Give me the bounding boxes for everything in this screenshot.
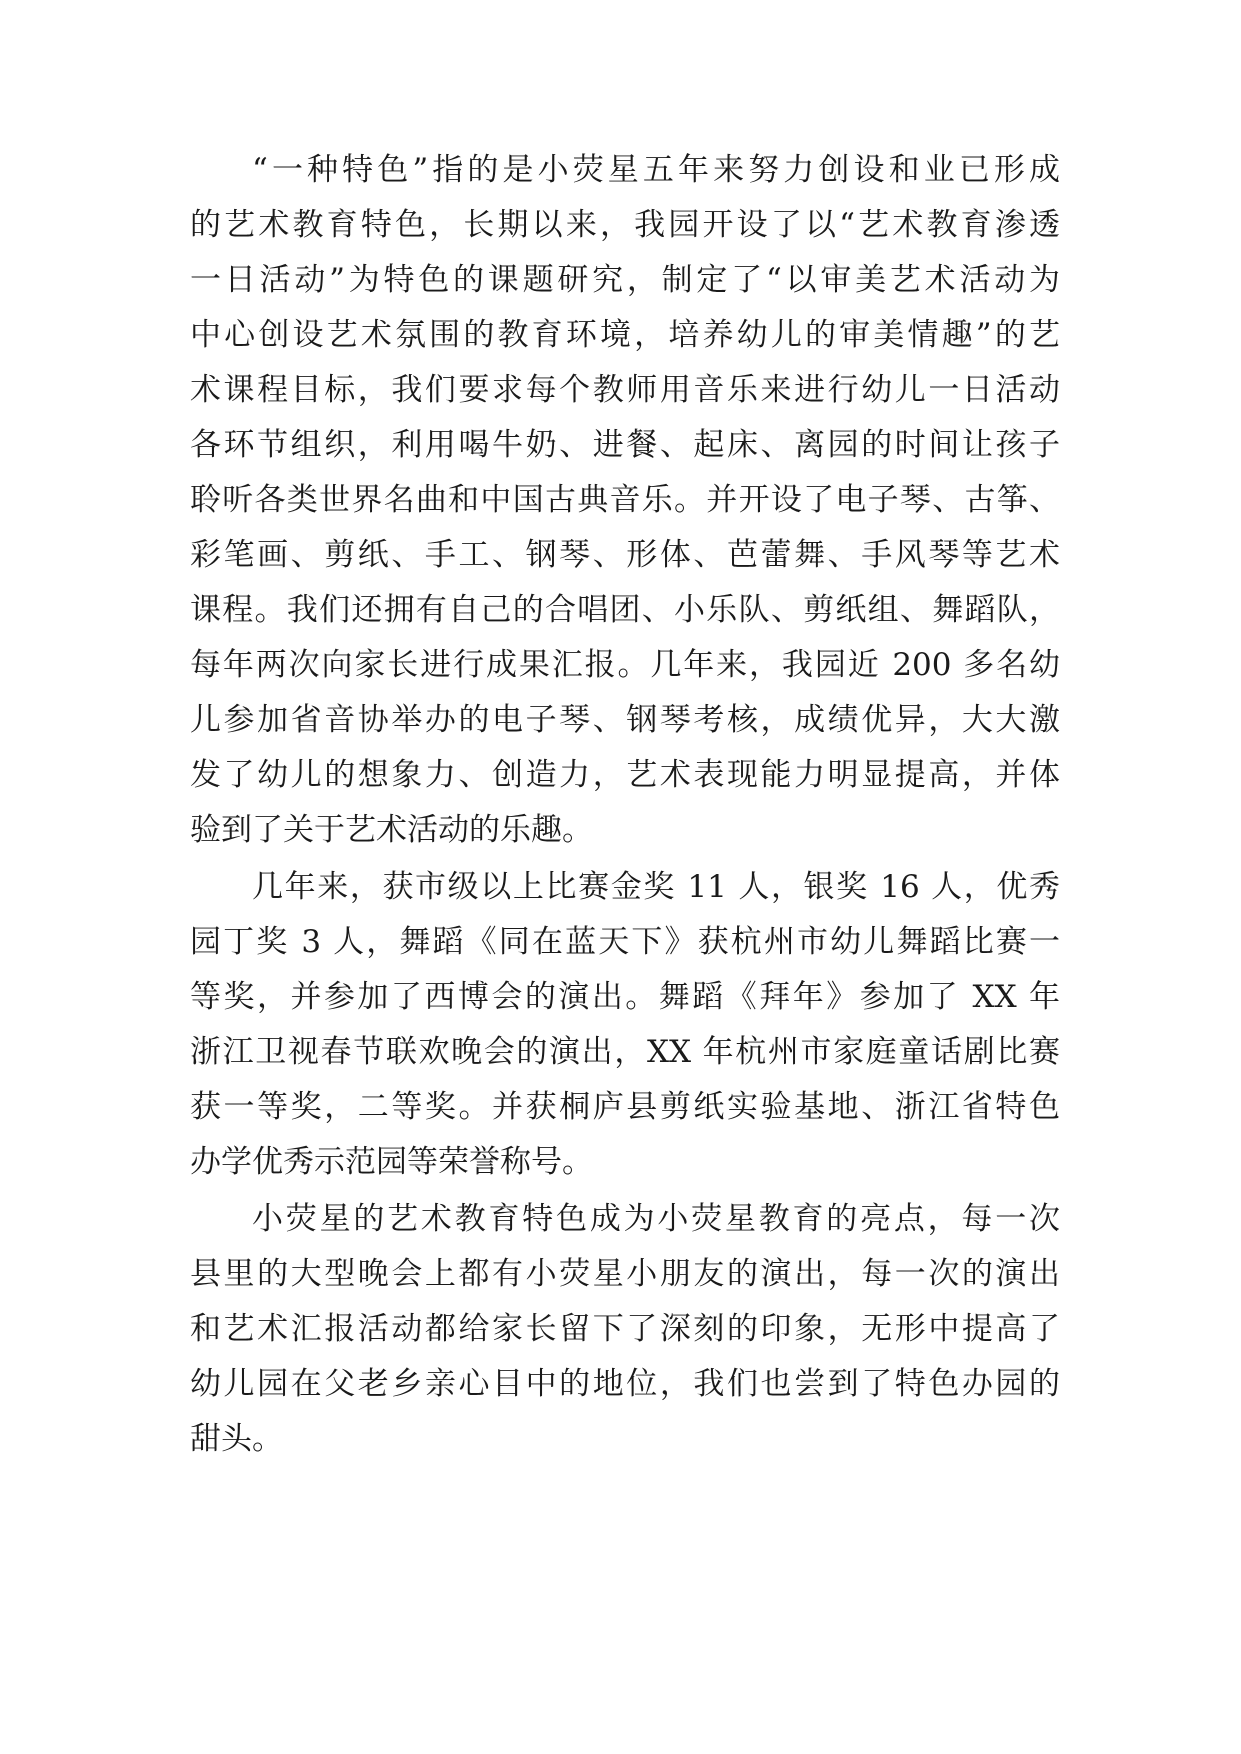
paragraph-line: 园丁奖 3 人，舞蹈《同在蓝天下》获杭州市幼儿舞蹈比赛一 (190, 924, 1060, 960)
paragraph-line: 幼儿园在父老乡亲心目中的地位，我们也尝到了特色办园的 (190, 1366, 1060, 1402)
paragraph-line: 发了幼儿的想象力、创造力，艺术表现能力明显提高，并体 (190, 757, 1060, 793)
paragraph-line: 获一等奖，二等奖。并获桐庐县剪纸实验基地、浙江省特色 (190, 1089, 1060, 1125)
paragraph-line: 等奖，并参加了西博会的演出。舞蹈《拜年》参加了 XX 年 (190, 979, 1060, 1015)
paragraph-line: 办学优秀示范园等荣誉称号。 (190, 1144, 593, 1180)
paragraph-line: 一日活动”为特色的课题研究，制定了“以审美艺术活动为 (190, 262, 1060, 298)
paragraph-line: 聆听各类世界名曲和中国古典音乐。并开设了电子琴、古筝、 (190, 482, 1060, 518)
paragraph-line: 彩笔画、剪纸、手工、钢琴、形体、芭蕾舞、手风琴等艺术 (190, 537, 1060, 573)
paragraph-line: 浙江卫视春节联欢晚会的演出，XX 年杭州市家庭童话剧比赛 (190, 1034, 1060, 1070)
paragraph-line: 中心创设艺术氛围的教育环境，培养幼儿的审美情趣”的艺 (190, 317, 1060, 353)
paragraph-line: 甜头。 (190, 1421, 283, 1457)
paragraph-line: 的艺术教育特色，长期以来，我园开设了以“艺术教育渗透 (190, 207, 1060, 243)
paragraph-line: “一种特色”指的是小荧星五年来努力创设和业已形成 (252, 152, 1060, 188)
paragraph-line: 儿参加省音协举办的电子琴、钢琴考核，成绩优异，大大激 (190, 702, 1060, 738)
paragraph-line: 几年来，获市级以上比赛金奖 11 人，银奖 16 人，优秀 (252, 869, 1060, 905)
paragraph-line: 验到了关于艺术活动的乐趣。 (190, 812, 593, 848)
paragraph-line: 课程。我们还拥有自己的合唱团、小乐队、剪纸组、舞蹈队， (190, 592, 1060, 628)
paragraph-line: 每年两次向家长进行成果汇报。几年来，我园近 200 多名幼 (190, 647, 1060, 683)
paragraph-line: 和艺术汇报活动都给家长留下了深刻的印象，无形中提高了 (190, 1311, 1060, 1347)
paragraph-line: 小荧星的艺术教育特色成为小荧星教育的亮点，每一次 (252, 1201, 1060, 1237)
paragraph-line: 各环节组织，利用喝牛奶、进餐、起床、离园的时间让孩子 (190, 427, 1060, 463)
paragraph-line: 术课程目标，我们要求每个教师用音乐来进行幼儿一日活动 (190, 372, 1060, 408)
paragraph-line: 县里的大型晚会上都有小荧星小朋友的演出，每一次的演出 (190, 1256, 1060, 1292)
